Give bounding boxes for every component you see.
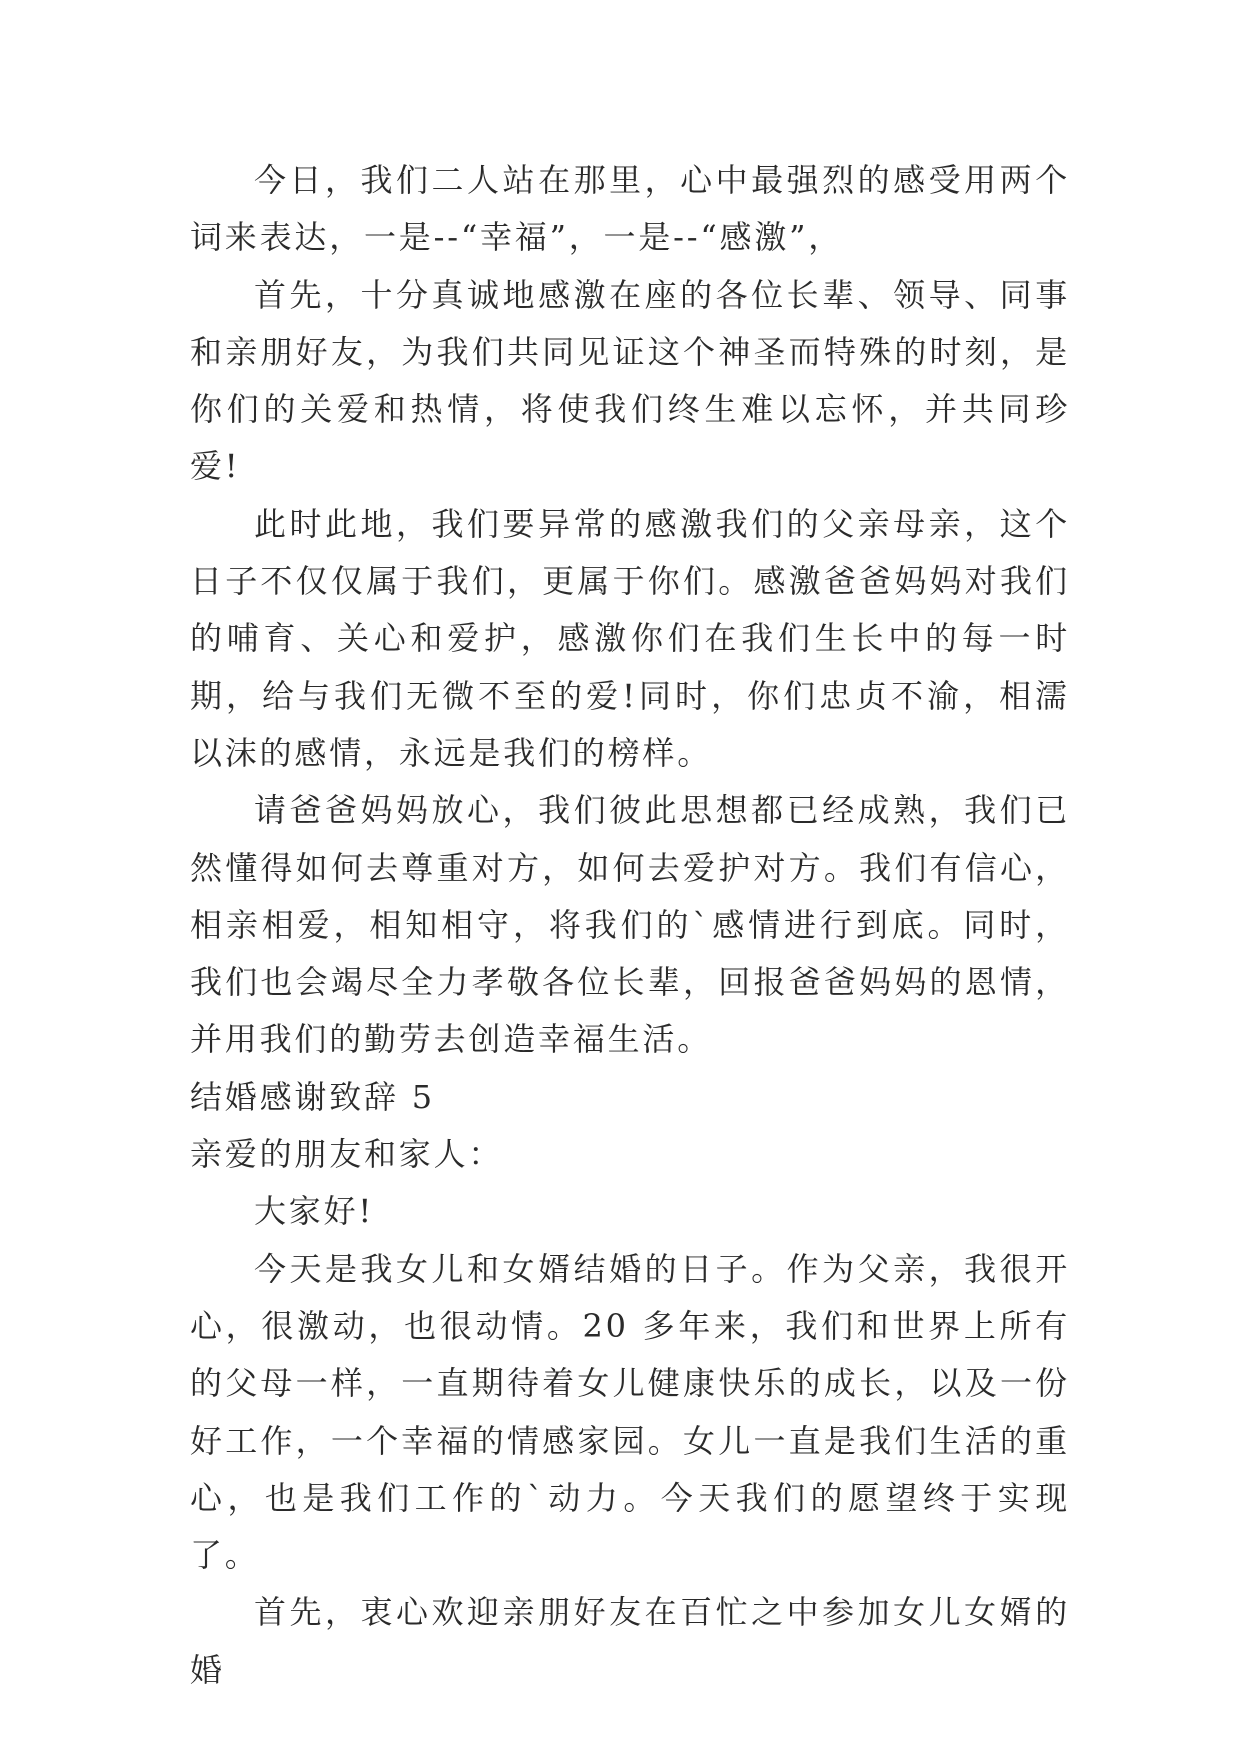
paragraph-promise: 请爸爸妈妈放心，我们彼此思想都已经成熟，我们已然懂得如何去尊重对方，如何去爱护对方。我们有信心，相亲相爱，相知相守，将我们的`感情进行到底。同时，我们也会竭尽全力孝敬各位长辈，回报爸爸妈妈的恩情，并用我们的勤劳去创造幸福生活。	[190, 791, 1070, 1059]
paragraph-thanks-parents: 此时此地，我们要异常的感激我们的父亲母亲，这个日子不仅仅属于我们，更属于你们。感激爸爸妈妈对我们的哺育、关心和爱护，感激你们在我们生长中的每一时期，给与我们无微不至的爱!同时，你们忠贞不渝，相濡以沫的感情，永远是我们的榜样。	[190, 504, 1070, 772]
salutation: 亲爱的朋友和家人：	[190, 1135, 504, 1174]
greeting: 大家好!	[254, 1192, 375, 1231]
paragraph-thanks-guests: 首先，十分真诚地感激在座的各位长辈、领导、同事和亲朋好友，为我们共同见证这个神圣而特殊的时刻，是你们的关爱和热情，将使我们终生难以忘怀，并共同珍爱!	[190, 275, 1070, 486]
document-body	[190, 152, 1070, 1699]
section-title: 结婚感谢致辞 5	[190, 1077, 435, 1116]
paragraph-feelings: 今日，我们二人站在那里，心中最强烈的感受用两个词来表达，一是--“幸福”，一是--“感激”，	[190, 161, 1070, 257]
paragraph-welcome: 首先，衷心欢迎亲朋好友在百忙之中参加女儿女婿的婚	[190, 1593, 1070, 1689]
paragraph-father-speech: 今天是我女儿和女婿结婚的日子。作为父亲，我很开心，很激动，也很动情。20 多年来，我们和世界上所有的父母一样，一直期待着女儿健康快乐的成长，以及一份好工作，一个幸福的情感家园。女儿一直是我们生活的重心，也是我们工作的`动力。今天我们的愿望终于实现了。	[190, 1249, 1070, 1575]
